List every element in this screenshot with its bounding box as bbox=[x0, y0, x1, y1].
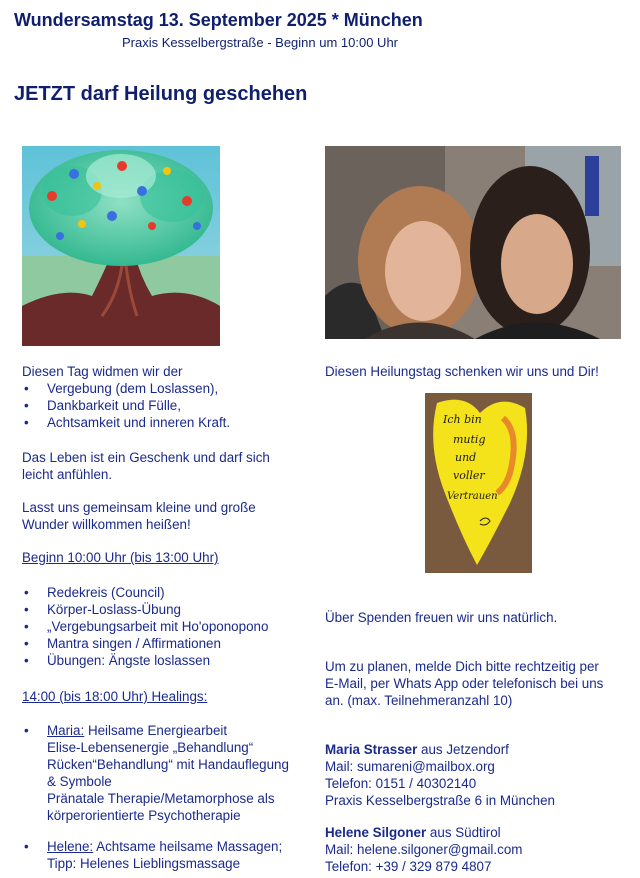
morning-list bbox=[22, 584, 312, 669]
list-item: • Übungen: Ängste loslassen bbox=[22, 652, 312, 669]
heart-text-1: Ich bin bbox=[443, 413, 482, 426]
maria-label: Maria: bbox=[47, 723, 85, 738]
tree-painting-image bbox=[22, 146, 220, 346]
text-line: E-Mail, per Whats App oder telefonisch bei uns bbox=[325, 676, 604, 691]
list-item: • Dankbarkeit und Fülle, bbox=[22, 397, 312, 414]
intro-list bbox=[22, 380, 312, 431]
helene-label: Helene: bbox=[47, 839, 94, 854]
heart-text-3: und bbox=[455, 451, 477, 464]
maria-healing bbox=[22, 722, 317, 824]
contact-address: Praxis Kesselbergstraße 6 in München bbox=[325, 793, 555, 808]
list-item: • Körper-Loslass-Übung bbox=[22, 601, 312, 618]
text-line: & Symbole bbox=[47, 774, 112, 789]
list-item: • „Vergebungsarbeit mit Ho'oponopono bbox=[22, 618, 312, 635]
intro-block bbox=[22, 363, 312, 431]
text-line: Das Leben ist ein Geschenk und darf sich bbox=[22, 450, 270, 465]
text-line: körperorientierte Psychotherapie bbox=[47, 808, 241, 823]
text-line: Tipp: Helenes Lieblingsmassage bbox=[47, 856, 241, 871]
intro-text: Diesen Tag widmen wir der bbox=[22, 364, 183, 379]
text-line: Rücken“Behandlung“ mit Handauflegung bbox=[47, 757, 289, 772]
plan-text bbox=[325, 658, 635, 709]
page-subtitle: Praxis Kesselbergstraße - Beginn um 10:00 Uhr bbox=[121, 35, 398, 50]
contact-name-line bbox=[325, 741, 635, 758]
text-line: Um zu planen, melde Dich bitte rechtzeitig per bbox=[325, 659, 599, 674]
text-line: Heilsame Energiearbeit bbox=[84, 723, 228, 738]
helene-healing bbox=[22, 838, 317, 872]
list-item: • Redekreis (Council) bbox=[22, 584, 312, 601]
contact-maria bbox=[325, 741, 635, 809]
list-item: • Mantra singen / Affirmationen bbox=[22, 635, 312, 652]
morning-heading: Beginn 10:00 Uhr (bis 13:00 Uhr) bbox=[22, 550, 219, 565]
contact-origin: aus Jetzendorf bbox=[417, 742, 509, 757]
text-line: an. (max. Teilnehmeranzahl 10) bbox=[325, 693, 513, 708]
paragraph-life bbox=[22, 449, 312, 483]
text-line: Elise-Lebensenergie „Behandlung“ bbox=[47, 740, 254, 755]
list-item: • Vergebung (dem Loslassen), bbox=[22, 380, 312, 397]
text-line: Achtsame heilsame Massagen; bbox=[93, 839, 283, 854]
afternoon-heading: 14:00 (bis 18:00 Uhr) Healings: bbox=[22, 689, 208, 704]
text-line: leicht anfühlen. bbox=[22, 467, 113, 482]
contact-name-line bbox=[325, 824, 635, 841]
list-item bbox=[22, 722, 317, 824]
contact-phone[interactable]: Telefon: +39 / 329 879 4807 bbox=[325, 859, 492, 874]
contact-origin: aus Südtirol bbox=[426, 825, 501, 840]
heart-card-image bbox=[425, 393, 532, 573]
contact-helene bbox=[325, 824, 635, 875]
list-item: • Achtsamkeit und inneren Kraft. bbox=[22, 414, 312, 431]
contact-email[interactable]: Mail: helene.silgoner@gmail.com bbox=[325, 842, 523, 857]
contact-name: Maria Strasser bbox=[325, 742, 418, 757]
text-line: Lasst uns gemeinsam kleine und große bbox=[22, 500, 256, 515]
text-line: Pränatale Therapie/Metamorphose als bbox=[47, 791, 275, 806]
list-item bbox=[22, 838, 317, 872]
selfie-photo-image bbox=[325, 146, 621, 339]
heart-text-5: Vertrauen bbox=[447, 491, 498, 502]
gift-text: Diesen Heilungstag schenken wir uns und Dir! bbox=[325, 364, 599, 379]
heart-text-4: voller bbox=[453, 469, 485, 482]
contact-name: Helene Silgoner bbox=[325, 825, 427, 840]
headline: JETZT darf Heilung geschehen bbox=[14, 83, 308, 105]
donations-text: Über Spenden freuen wir uns natürlich. bbox=[325, 610, 558, 625]
contact-phone[interactable]: Telefon: 0151 / 40302140 bbox=[325, 776, 477, 791]
page-title: Wundersamstag 13. September 2025 * München bbox=[14, 10, 423, 30]
text-line: Wunder willkommen heißen! bbox=[22, 517, 191, 532]
heart-text-2: mutig bbox=[453, 433, 486, 446]
paragraph-wonder bbox=[22, 499, 312, 533]
contact-email[interactable]: Mail: sumareni@mailbox.org bbox=[325, 759, 495, 774]
